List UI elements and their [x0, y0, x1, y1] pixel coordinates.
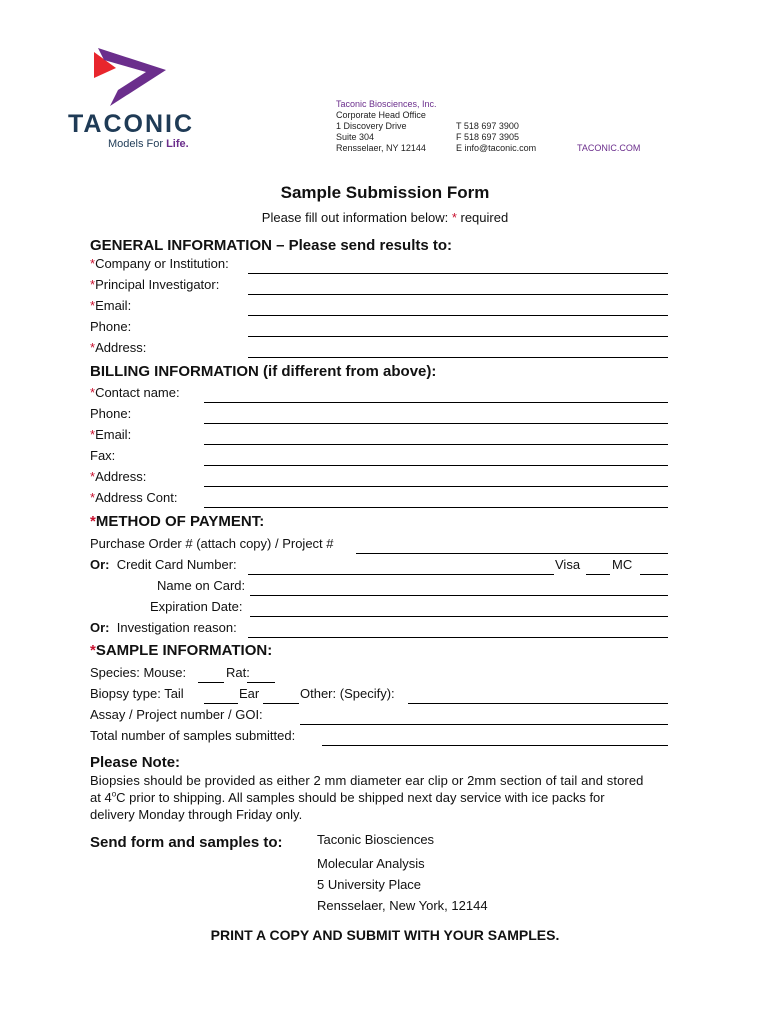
company-contact-block — [456, 121, 536, 154]
company-city: Rensselaer, NY 12144 — [336, 143, 426, 153]
note-heading: Please Note: — [90, 754, 181, 771]
sample-mouse-field[interactable] — [198, 682, 224, 683]
billing-heading: BILLING INFORMATION (if different from above): — [90, 363, 437, 380]
general-phone-field[interactable] — [248, 336, 668, 337]
sample-biopsy-label: Biopsy type: Tail — [90, 686, 184, 701]
billing-email-label: *Email: — [90, 427, 132, 442]
send-line-4: Rensselaer, New York, 12144 — [317, 898, 488, 913]
billing-phone-label: Phone: — [90, 406, 132, 421]
sample-rat-field[interactable] — [247, 682, 275, 683]
sample-assay-field[interactable] — [300, 724, 668, 725]
billing-address-cont-field[interactable] — [204, 507, 668, 508]
general-address-field[interactable] — [248, 357, 668, 358]
payment-expiration-field[interactable] — [250, 616, 668, 617]
sample-rat-label: Rat: — [226, 665, 250, 680]
company-phone: T 518 697 3900 — [456, 121, 519, 131]
note-line-2: at 4$^o$C prior to shipping. All samples should be shipped next day service with ice packs for — [90, 789, 605, 805]
general-company-label: *Company or Institution: — [90, 256, 229, 271]
sample-tail-field[interactable] — [204, 703, 238, 704]
billing-address-label: *Address: — [90, 469, 147, 484]
logo-tagline: Models For Life. — [108, 138, 189, 150]
general-phone-label: Phone: — [90, 319, 132, 334]
sample-assay-label: Assay / Project number / GOI: — [90, 707, 263, 722]
billing-email-field[interactable] — [204, 444, 668, 445]
payment-mc-checkbox[interactable] — [640, 574, 668, 575]
payment-expiration-label: Expiration Date: — [150, 599, 243, 614]
payment-investigation-label: Or: Investigation reason: — [90, 620, 237, 635]
company-website: TACONIC.COM — [577, 143, 641, 153]
payment-name-on-card-label: Name on Card: — [157, 578, 246, 593]
note-line-3: delivery Monday through Friday only. — [90, 807, 303, 822]
general-address-label: *Address: — [90, 340, 147, 355]
payment-po-field[interactable] — [356, 553, 668, 554]
sample-total-field[interactable] — [322, 745, 668, 746]
payment-investigation-field[interactable] — [248, 637, 668, 638]
general-pi-field[interactable] — [248, 294, 668, 295]
send-line-3: 5 University Place — [317, 877, 422, 892]
send-label: Send form and samples to: — [90, 834, 283, 851]
sample-total-label: Total number of samples submitted: — [90, 728, 296, 743]
billing-address-cont-label: *Address Cont: — [90, 490, 178, 505]
payment-cc-field[interactable] — [248, 574, 554, 575]
sample-species-label: Species: Mouse: — [90, 665, 187, 680]
general-pi-label: *Principal Investigator: — [90, 277, 220, 292]
payment-visa-checkbox[interactable] — [586, 574, 610, 575]
send-line-1: Taconic Biosciences — [317, 832, 435, 847]
form-subtitle: Please fill out information below: * required — [261, 210, 509, 225]
company-office: Corporate Head Office — [336, 110, 426, 120]
general-email-label: *Email: — [90, 298, 132, 313]
billing-contact-field[interactable] — [204, 402, 668, 403]
footer-instruction: PRINT A COPY AND SUBMIT WITH YOUR SAMPLES. — [210, 927, 560, 943]
form-title: Sample Submission Form — [280, 183, 490, 202]
sample-ear-label: Ear — [239, 686, 260, 701]
payment-po-label: Purchase Order # (attach copy) / Project # — [90, 536, 334, 551]
company-street: 1 Discovery Drive — [336, 121, 407, 131]
company-fax: F 518 697 3905 — [456, 132, 520, 142]
billing-phone-field[interactable] — [204, 423, 668, 424]
logo-wordmark: TACONIC — [68, 110, 195, 138]
billing-fax-field[interactable] — [204, 465, 668, 466]
company-address-block — [336, 99, 437, 154]
payment-cc-label: Or: Credit Card Number: — [90, 557, 237, 572]
sample-ear-field[interactable] — [263, 703, 299, 704]
payment-mc-label: MC — [612, 557, 633, 572]
sample-other-field[interactable] — [408, 703, 668, 704]
company-name: Taconic Biosciences, Inc. — [336, 99, 437, 109]
payment-heading: *METHOD OF PAYMENT: — [90, 513, 265, 530]
note-line-1: Biopsies should be provided as either 2 mm diameter ear clip or 2mm section of tail and stored — [90, 773, 644, 788]
billing-fax-label: Fax: — [90, 448, 116, 463]
sample-heading: *SAMPLE INFORMATION: — [90, 642, 273, 659]
billing-address-field[interactable] — [204, 486, 668, 487]
taconic-logo-mark — [90, 46, 170, 108]
general-heading: GENERAL INFORMATION – Please send results to: — [90, 237, 453, 254]
payment-name-on-card-field[interactable] — [250, 595, 668, 596]
billing-contact-label: *Contact name: — [90, 385, 180, 400]
company-email: E info@taconic.com — [456, 143, 537, 153]
general-company-field[interactable] — [248, 273, 668, 274]
sample-other-label: Other: (Specify): — [300, 686, 395, 701]
payment-visa-label: Visa — [555, 557, 581, 572]
company-suite: Suite 304 — [336, 132, 375, 142]
send-line-2: Molecular Analysis — [317, 856, 425, 871]
general-email-field[interactable] — [248, 315, 668, 316]
